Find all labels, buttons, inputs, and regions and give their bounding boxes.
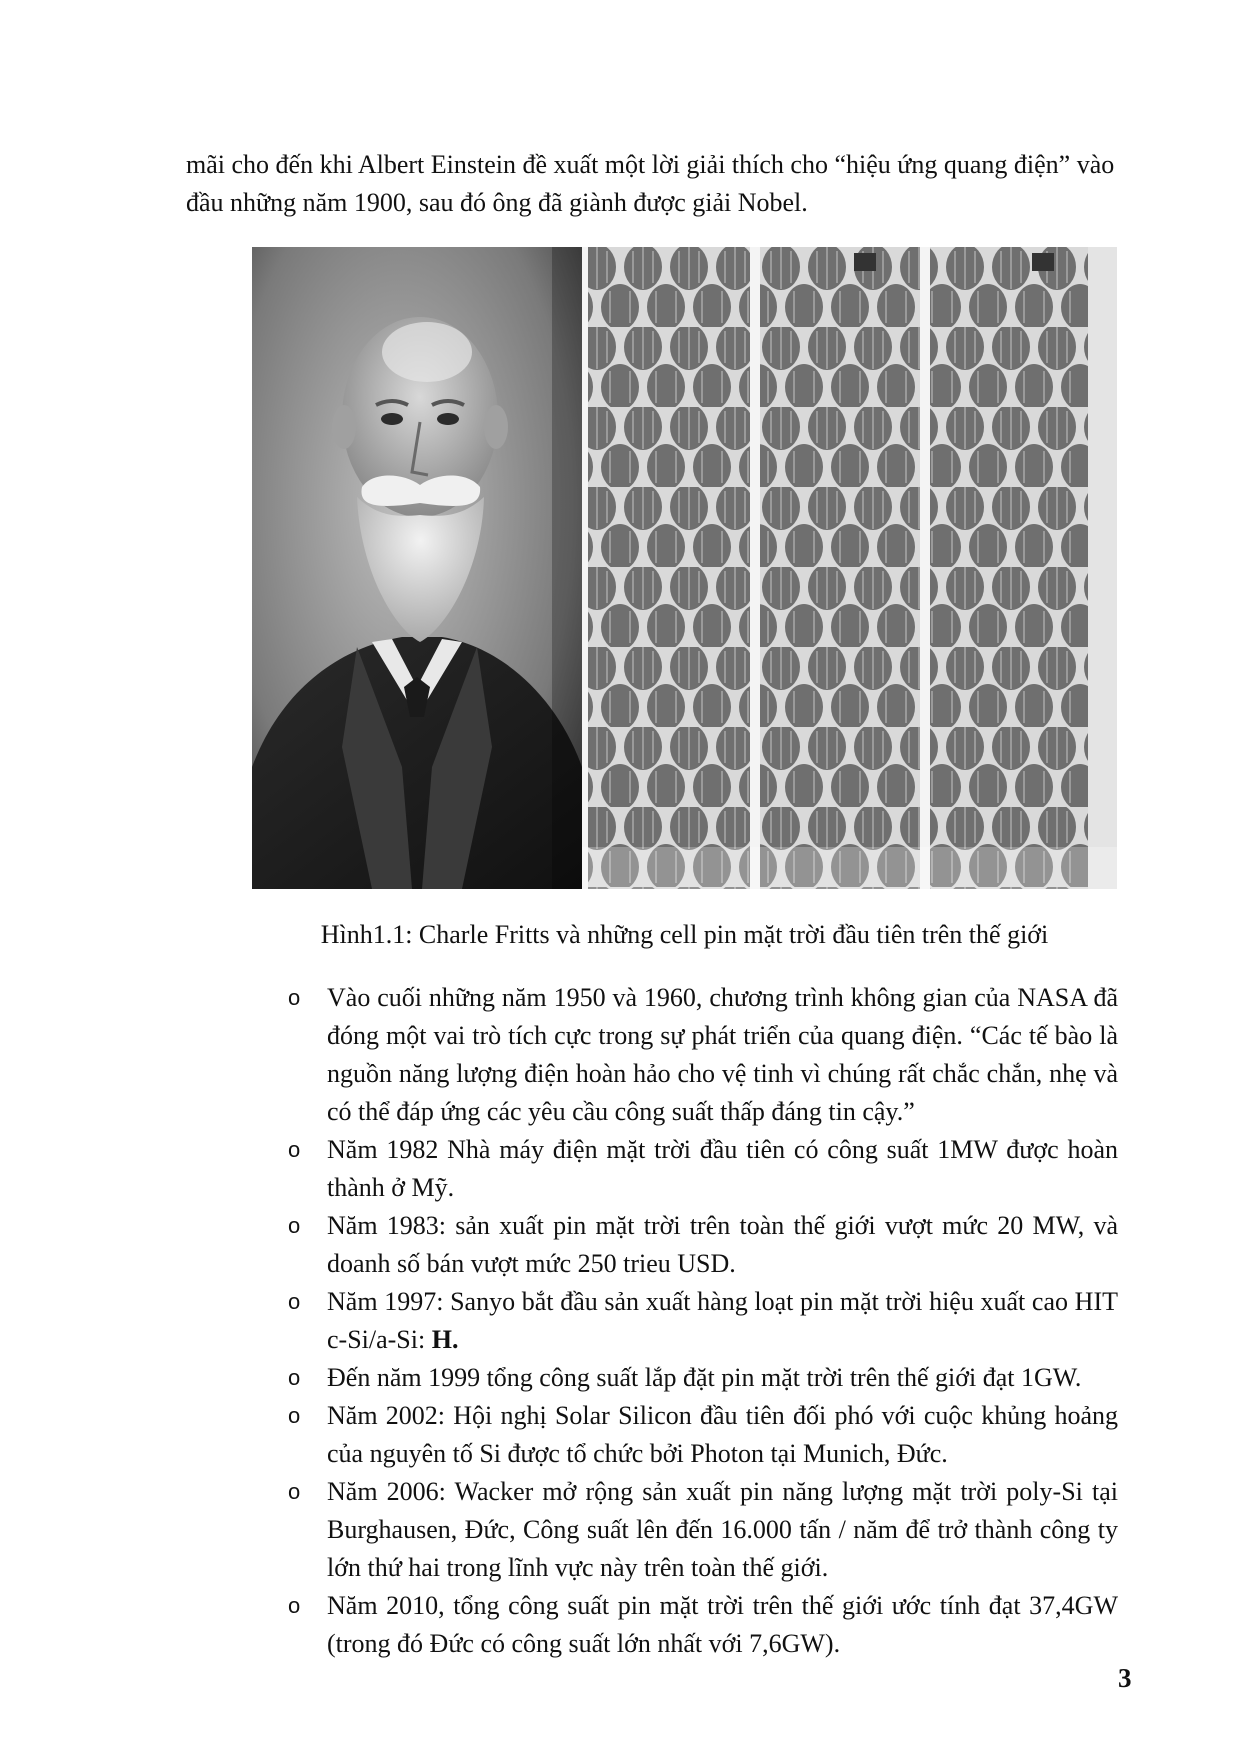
list-item-text: Năm 1983: sản xuất pin mặt trời trên toàn thế giới vượt mức 20 MW, và doanh số bán vượt mức 250 trieu USD. [327,1211,1118,1278]
figure-image [252,247,1117,889]
list-item-text: Năm 2010, tổng công suất pin mặt trời trên thế giới ước tính đạt 37,4GW (trong đó Đức có công suất lớn nhất với 7,6GW). [327,1591,1118,1658]
bullet-icon: o [288,1593,301,1618]
history-list [288,979,1118,1663]
bullet-icon: o [288,1403,301,1428]
list-item-text: Năm 2002: Hội nghị Solar Silicon đầu tiên đối phó với cuộc khủng hoảng của nguyên tố Si được tổ chức bởi Photon tại Munich, Đức. [327,1401,1118,1468]
list-item-text: Đến năm 1999 tổng công suất lắp đặt pin mặt trời trên thế giới đạt 1GW. [327,1363,1082,1392]
solar-cells-photo [582,247,1117,889]
list-item [288,1587,1118,1663]
page-number: 3 [1118,1663,1132,1693]
list-item-text: Vào cuối những năm 1950 và 1960, chương trình không gian của NASA đã đóng một vai trò tích cực trong sự phát triển của quang điện. “Các tế bào là nguồn năng lượng điện hoàn hảo cho vệ tinh vì chúng rất chắc chắn, nhẹ và có thể đáp ứng các yêu cầu công suất thấp đáng tin cậy.” [327,983,1118,1126]
list-item [288,1359,1118,1397]
list-item [288,1283,1118,1359]
portrait-photo [252,247,582,889]
bullet-icon: o [288,1289,301,1314]
bullet-icon: o [288,1365,301,1390]
intro-paragraph: mãi cho đến khi Albert Einstein đề xuất một lời giải thích cho “hiệu ứng quang điện” vào đầu những năm 1900, sau đó ông đã giành được giải Nobel. [186,150,1115,217]
bullet-icon: o [288,985,301,1010]
list-item [288,1131,1118,1207]
figure-caption: Hình1.1: Charle Fritts và những cell pin mặt trời đầu tiên trên thế giới [320,920,1049,949]
list-item-bold-text: H. [431,1325,459,1354]
list-item [288,1473,1118,1587]
bullet-icon: o [288,1137,301,1162]
list-item [288,1207,1118,1283]
list-item [288,979,1118,1131]
bullet-icon: o [288,1213,301,1238]
list-item-text: Năm 2006: Wacker mở rộng sản xuất pin năng lượng mặt trời poly-Si tại Burghausen, Đức, Công suất lên đến 16.000 tấn / năm để trở thành công ty lớn thứ hai trong lĩnh vực này trên toàn thế giới. [327,1477,1118,1582]
list-item-text: Năm 1997: Sanyo bắt đầu sản xuất hàng loạt pin mặt trời hiệu xuất cao HIT c-Si/a-Si: [327,1287,1118,1354]
list-item [288,1397,1118,1473]
bullet-icon: o [288,1479,301,1504]
list-item-text: Năm 1982 Nhà máy điện mặt trời đầu tiên có công suất 1MW được hoàn thành ở Mỹ. [327,1135,1118,1202]
